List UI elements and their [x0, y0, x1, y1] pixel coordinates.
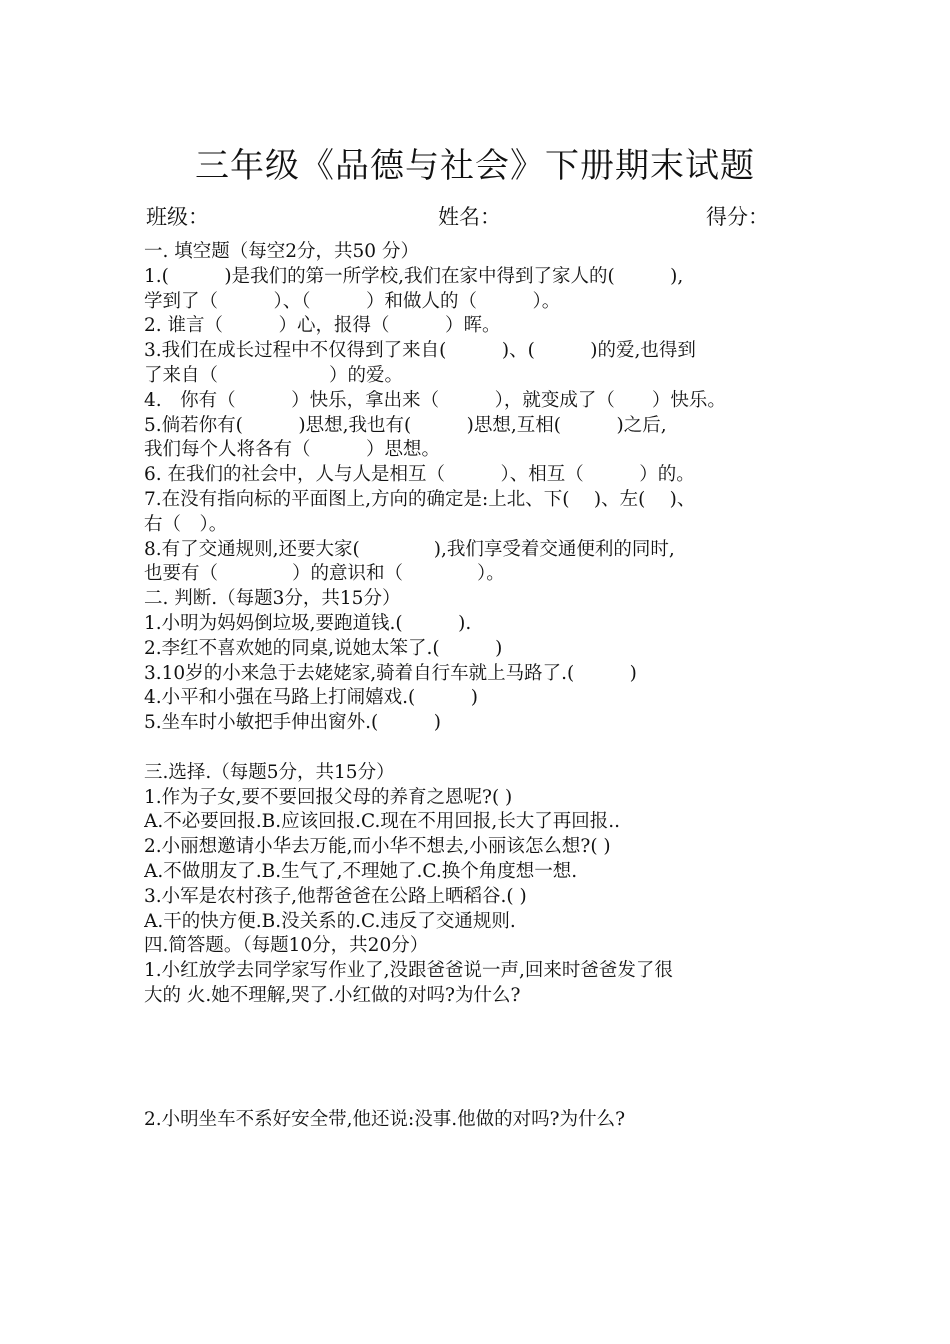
- score-label: 得分：: [706, 205, 769, 229]
- section-heading-fill-blank: 一. 填空题（每空2分，共50 分）: [144, 241, 419, 262]
- question-line: 3.10岁的小来急于去姥姥家,骑着自行车就上马路了.( ): [144, 662, 637, 684]
- question-line: 5.坐车时小敏把手伸出窗外.( ): [144, 712, 441, 734]
- question-line: 8.有了交通规则,还要大家( ),我们享受着交通便利的同时,: [144, 538, 675, 560]
- question-line: 右（ ）。: [144, 513, 228, 535]
- answer-space: [144, 1009, 814, 1108]
- question-line: 1.小明为妈妈倒垃圾,要跑道钱.( ).: [144, 612, 472, 634]
- question-line: 2. 谁言（ ）心，报得（ ）晖。: [144, 315, 501, 337]
- question-line: 2.小丽想邀请小华去万能,而小华不想去,小丽该怎么想?( ): [144, 836, 611, 858]
- name-label: 姓名：: [438, 205, 501, 229]
- question-line: 大的 火.她不理解,哭了.小红做的对吗?为什么?: [144, 984, 521, 1006]
- question-line: 1.( )是我们的第一所学校,我们在家中得到了家人的( ),: [144, 265, 684, 287]
- question-line: A.干的快方便.B.没关系的.C.违反了交通规则.: [144, 910, 516, 932]
- question-line: 也要有（ ）的意识和（ ）。: [144, 563, 505, 585]
- section-heading-true-false: 二. 判断.（每题3分，共15分）: [144, 588, 401, 610]
- question-line: 2.小明坐车不系好安全带,他还说:没事.他做的对吗?为什么?: [144, 1108, 625, 1130]
- question-line: 1.作为子女,要不要回报父母的养育之恩呢?( ): [144, 786, 513, 808]
- question-line: 3.小军是农村孩子,他帮爸爸在公路上晒稻谷.( ): [144, 885, 527, 907]
- section-heading-short-answer: 四.简答题。（每题10分，共20分）: [144, 935, 429, 957]
- question-line: 4. 你有（ ）快乐，拿出来（ ），就变成了（ ）快乐。: [144, 389, 726, 411]
- class-label: 班级：: [146, 205, 209, 229]
- question-line: 了来自（ ）的爱。: [144, 364, 404, 386]
- section-heading-choice: 三.选择.（每题5分，共15分）: [144, 761, 395, 783]
- question-line: 学到了（ ）、（ ）和做人的（ ）。: [144, 290, 561, 312]
- question-line: A.不必要回报.B.应该回报.C.现在不用回报,长大了再回报..: [144, 811, 620, 833]
- exam-content: [144, 240, 814, 1133]
- question-line: 2.李红不喜欢她的同桌,说她太笨了.( ): [144, 637, 503, 659]
- question-line: 3.我们在成长过程中不仅得到了来自( )、( )的爱,也得到: [144, 340, 696, 362]
- question-line: 我们每个人将各有（ ）思想。: [144, 439, 441, 461]
- question-line: 5.倘若你有( )思想,我也有( )思想,互相( )之后,: [144, 414, 667, 436]
- spacer: [144, 736, 814, 761]
- page-title: 三年级《品德与社会》下册期末试题: [195, 146, 755, 186]
- question-line: 6. 在我们的社会中，人与人是相互（ ）、相互（ ）的。: [144, 464, 695, 486]
- question-line: 1.小红放学去同学家写作业了,没跟爸爸说一声,回来时爸爸发了很: [144, 960, 673, 982]
- question-line: 4.小平和小强在马路上打闹嬉戏.( ): [144, 687, 478, 709]
- question-line: 7.在没有指向标的平面图上,方向的确定是:上北、下( )、左( )、: [144, 488, 696, 510]
- question-line: A.不做朋友了.B.生气了,不理她了.C.换个角度想一想.: [144, 860, 578, 882]
